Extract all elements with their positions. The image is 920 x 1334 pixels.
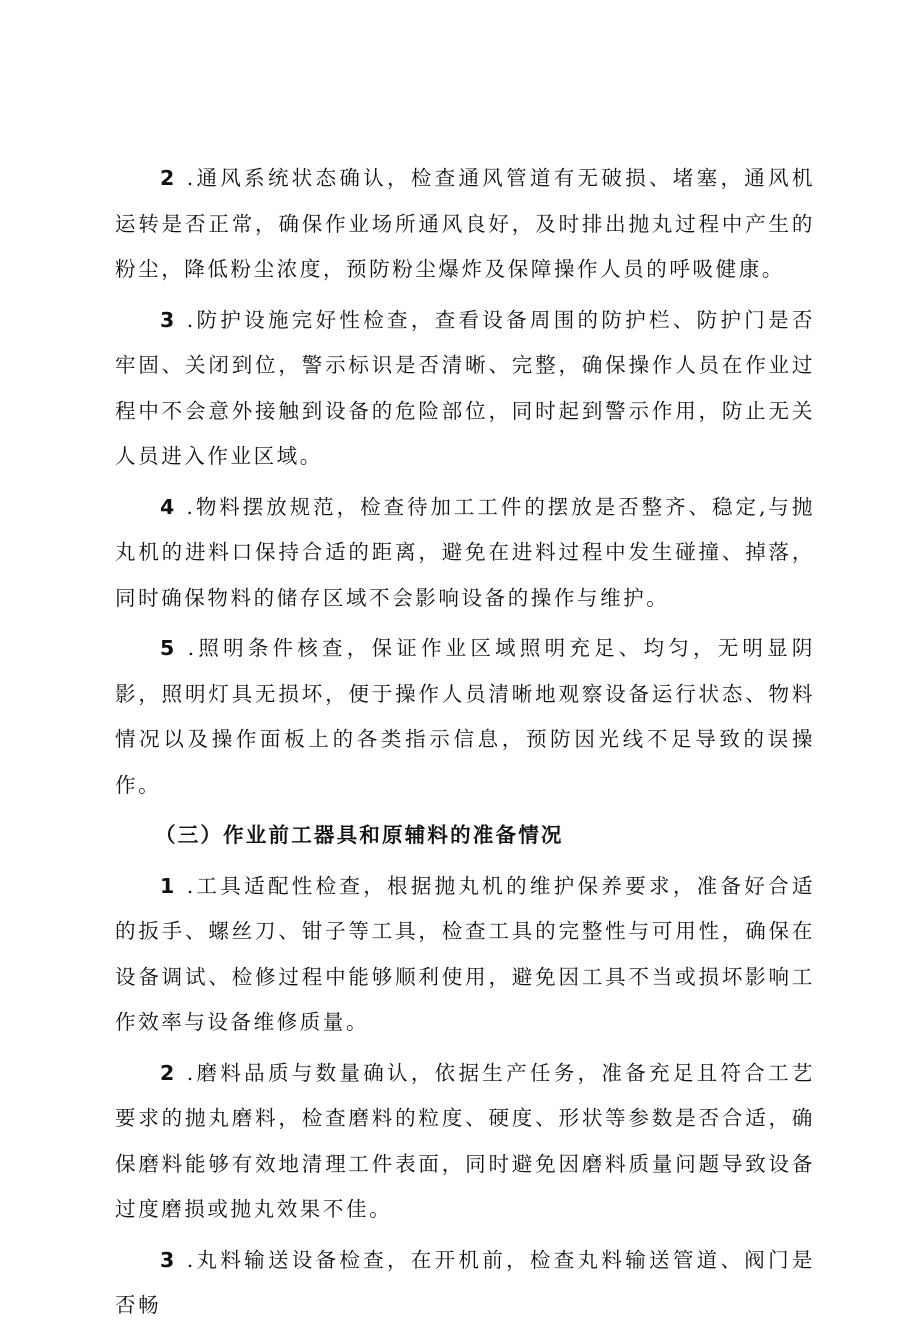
- paragraph-text: .防护设施完好性检查，查看设备周围的防护栏、防护门是否牢固、关闭到位，警示标识是否清晰、完整，确保操作人员在作业过程中不会意外接触到设备的危险部位，同时起到警示作用，防止无关人员进入作业区域。: [115, 307, 815, 468]
- paragraph-text: .照明条件核查，保证作业区域照明充足、均匀，无明显阴影，照明灯具无损坏，便于操作人员清晰地观察设备运行状态、物料情况以及操作面板上的各类指示信息，预防因光线不足导致的误操作。: [115, 636, 815, 797]
- item-number: 1: [160, 873, 177, 898]
- item-number: 4: [160, 494, 177, 519]
- paragraph-text: .通风系统状态确认，检查通风管道有无破损、堵塞，通风机运转是否正常，确保作业场所通风良好，及时排出抛丸过程中产生的粉尘，降低粉尘浓度，预防粉尘爆炸及保障操作人员的呼吸健康。: [115, 166, 815, 281]
- item-number: 3: [160, 307, 177, 332]
- paragraph-material-placement: [115, 485, 815, 622]
- paragraph-ventilation: [115, 156, 815, 293]
- paragraph-shot-conveying: [115, 1238, 815, 1329]
- paragraph-text: .物料摆放规范，检查待加工工件的摆放是否整齐、稳定,与抛丸机的进料口保持合适的距离，避免在进料过程中发生碰撞、掉落，同时确保物料的储存区域不会影响设备的操作与维护。: [115, 494, 815, 610]
- paragraph-text: .工具适配性检查，根据抛丸机的维护保养要求，准备好合适的扳手、螺丝刀、钳子等工具，检查工具的完整性与可用性，确保在设备调试、检修过程中能够顺利使用，避免因工具不当或损坏影响工作效率与设备维修质量。: [115, 873, 815, 1034]
- item-number: 2: [160, 166, 177, 190]
- document-body: [115, 156, 815, 1334]
- paragraph-abrasive: [115, 1051, 815, 1233]
- item-number: 5: [160, 636, 177, 660]
- item-number: 3: [160, 1247, 177, 1272]
- section-heading: （三）作业前工器具和原辅料的准备情况: [155, 823, 564, 847]
- paragraph-tools: [115, 864, 815, 1046]
- item-number: 2: [160, 1060, 177, 1085]
- paragraph-protection-facilities: [115, 298, 815, 480]
- paragraph-lighting: [115, 626, 815, 808]
- paragraph-text: .磨料品质与数量确认，依据生产任务，准备充足且符合工艺要求的抛丸磨料，检查磨料的粒度、硬度、形状等参数是否合适，确保磨料能够有效地清理工件表面，同时避免因磨料质量问题导致设备过度磨损或抛丸效果不佳。: [115, 1060, 815, 1221]
- paragraph-text: .丸料输送设备检查，在开机前，检查丸料输送管道、阀门是否畅: [115, 1247, 815, 1317]
